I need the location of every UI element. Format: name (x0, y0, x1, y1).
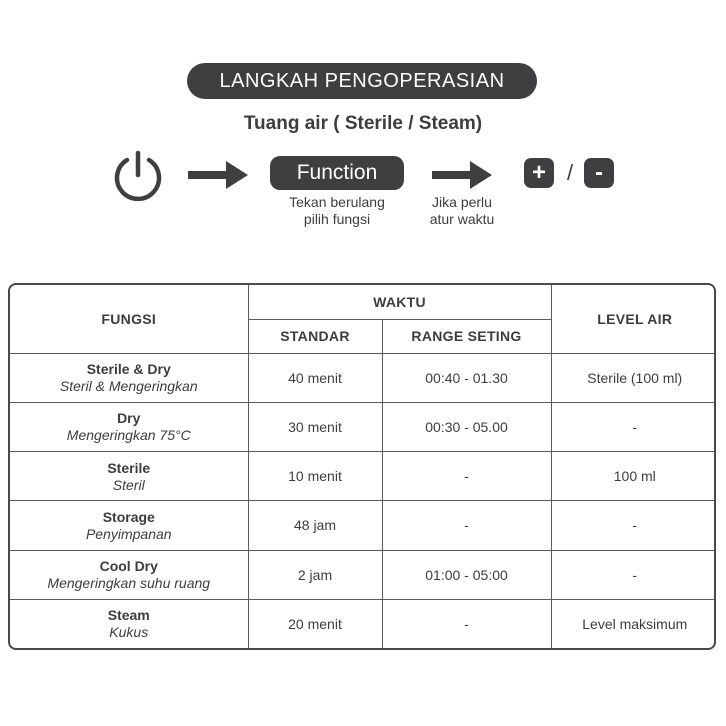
page-title-text: LANGKAH PENGOPERASIAN (219, 69, 505, 92)
arrow-right-icon (432, 160, 492, 190)
function-cell (10, 501, 248, 550)
table-row (10, 402, 716, 451)
range-cell: - (382, 599, 551, 648)
level-cell: - (551, 501, 716, 550)
function-subtitle: Mengeringkan 75°C (66, 427, 191, 444)
function-button[interactable] (270, 156, 404, 190)
range-cell: - (382, 452, 551, 501)
function-caption (262, 194, 412, 228)
function-name: Sterile (107, 459, 151, 476)
table-row (10, 501, 716, 550)
page-title (187, 63, 537, 99)
function-cell (10, 353, 248, 402)
table-row (10, 353, 716, 402)
minus-button[interactable] (584, 158, 614, 188)
function-cell (10, 599, 248, 648)
header-range-seting: RANGE SETING (382, 319, 551, 353)
function-button-label: Function (296, 161, 378, 184)
function-name: Dry (117, 410, 141, 427)
plus-button[interactable] (524, 158, 554, 188)
range-cell: 00:30 - 05.00 (382, 402, 551, 451)
function-subtitle: Penyimpanan (85, 525, 172, 542)
standar-cell: 30 menit (248, 402, 382, 451)
function-name: Cool Dry (99, 558, 158, 575)
table-row (10, 452, 716, 501)
function-caption-line: Tekan berulang (289, 194, 385, 210)
arrow-right-icon (188, 160, 248, 190)
function-subtitle: Steril (112, 476, 145, 493)
standar-cell: 48 jam (248, 501, 382, 550)
standar-cell: 40 menit (248, 353, 382, 402)
table-row (10, 599, 716, 648)
standar-cell: 2 jam (248, 550, 382, 599)
header-waktu: WAKTU (248, 285, 551, 319)
range-cell: 00:40 - 01.30 (382, 353, 551, 402)
header-fungsi: FUNGSI (10, 285, 248, 353)
function-subtitle: Mengeringkan suhu ruang (47, 575, 211, 592)
range-cell: 01:00 - 05:00 (382, 550, 551, 599)
instruction-subtitle: Tuang air ( Sterile / Steam) (243, 113, 483, 134)
level-cell: Level maksimum (551, 599, 716, 648)
function-name: Sterile & Dry (86, 361, 171, 378)
function-subtitle: Steril & Mengeringkan (59, 378, 198, 395)
minus-icon: - (595, 159, 603, 186)
function-cell (10, 452, 248, 501)
table-row (10, 550, 716, 599)
range-cell: - (382, 501, 551, 550)
function-caption-line: pilih fungsi (303, 211, 371, 227)
level-cell: Sterile (100 ml) (551, 353, 716, 402)
standar-cell: 20 menit (248, 599, 382, 648)
function-cell (10, 402, 248, 451)
standar-cell: 10 menit (248, 452, 382, 501)
function-name: Storage (102, 508, 155, 525)
function-subtitle: Kukus (109, 624, 149, 641)
header-level-air: LEVEL AIR (551, 285, 716, 353)
adjust-caption-line: Jika perlu (432, 194, 492, 210)
level-cell: - (551, 550, 716, 599)
function-table (8, 283, 716, 650)
header-standar: STANDAR (248, 319, 382, 353)
function-name: Steam (107, 607, 150, 624)
function-cell (10, 550, 248, 599)
plus-icon: + (531, 159, 546, 186)
separator-slash: / (566, 160, 574, 185)
adjust-caption (412, 194, 512, 228)
adjust-caption-line: atur waktu (429, 211, 495, 227)
level-cell: - (551, 402, 716, 451)
power-icon (110, 148, 166, 204)
level-cell: 100 ml (551, 452, 716, 501)
